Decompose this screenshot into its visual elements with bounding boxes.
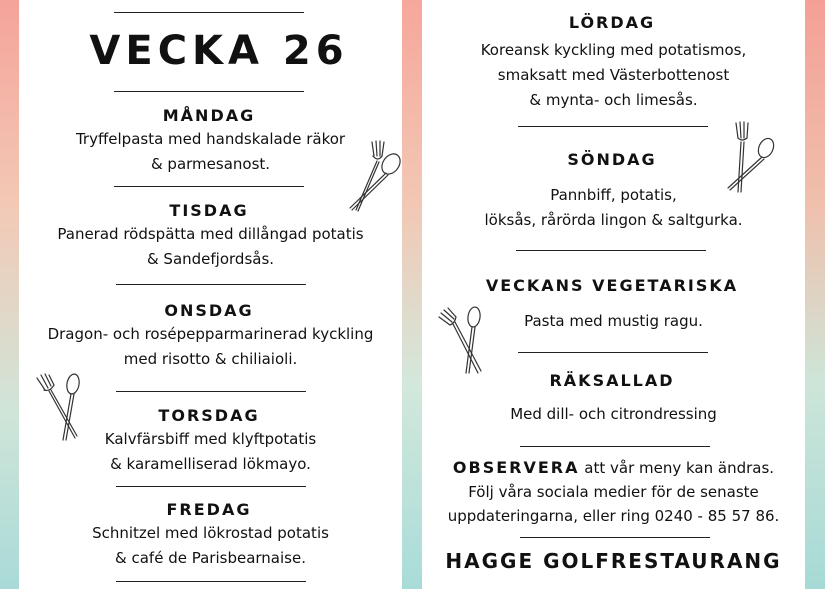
divider bbox=[114, 12, 304, 13]
dish-raksallad: Med dill- och citrondressing bbox=[510, 405, 717, 423]
day-heading-monday: MÅNDAG bbox=[162, 106, 256, 125]
fork-spoon-icon bbox=[436, 303, 488, 377]
menu-panel-left bbox=[19, 0, 402, 589]
gradient-border-middle bbox=[402, 0, 422, 589]
notice-rest: att vår meny kan ändras. bbox=[579, 459, 775, 477]
restaurant-brand: HAGGE GOLFRESTAURANG bbox=[445, 549, 782, 573]
dish-saturday-line2: smaksatt med Västerbottenost bbox=[497, 66, 730, 84]
dish-thursday-line2: & karamelliserad lökmayo. bbox=[110, 455, 311, 473]
divider bbox=[116, 486, 306, 487]
divider bbox=[518, 126, 708, 127]
dish-wednesday-line2: med risotto & chiliaioli. bbox=[123, 350, 298, 368]
divider bbox=[116, 581, 306, 582]
dish-monday-line2: & parmesanost. bbox=[150, 155, 271, 173]
divider bbox=[116, 391, 306, 392]
dish-saturday-line1: Koreansk kyckling med potatismos, bbox=[480, 41, 747, 59]
dish-tuesday-line1: Panerad rödspätta med dillångad potatis bbox=[57, 225, 364, 243]
divider bbox=[520, 537, 710, 538]
dish-vegetarian: Pasta med mustig ragu. bbox=[524, 312, 703, 330]
fork-spoon-icon bbox=[33, 370, 89, 444]
notice-line2: Följ våra sociala medier för de senaste bbox=[468, 483, 759, 501]
dish-sunday-line2: löksås, rårörda lingon & saltgurka. bbox=[484, 211, 743, 229]
day-heading-friday: FREDAG bbox=[166, 500, 252, 519]
divider bbox=[116, 284, 306, 285]
menu-panel-right bbox=[422, 0, 805, 589]
day-heading-saturday: LÖRDAG bbox=[568, 13, 656, 32]
divider bbox=[114, 186, 304, 187]
notice-strong: OBSERVERA bbox=[452, 458, 580, 477]
week-title: VECKA 26 bbox=[89, 28, 349, 74]
section-heading-vegetarian: VECKANS VEGETARISKA bbox=[485, 276, 739, 295]
divider bbox=[516, 250, 706, 251]
day-heading-thursday: TORSDAG bbox=[158, 406, 260, 425]
notice-line3: uppdateringarna, eller ring 0240 - 85 57 86. bbox=[447, 507, 780, 525]
gradient-border-right bbox=[805, 0, 825, 589]
dish-thursday-line1: Kalvfärsbiff med klyftpotatis bbox=[104, 430, 317, 448]
gradient-border-left bbox=[0, 0, 19, 589]
dish-monday-line1: Tryffelpasta med handskalade räkor bbox=[75, 130, 346, 148]
notice-line1 bbox=[422, 455, 805, 481]
dish-friday-line2: & café de Parisbearnaise. bbox=[115, 549, 306, 567]
fork-spoon-icon bbox=[344, 138, 404, 216]
dish-tuesday-line2: & Sandefjordsås. bbox=[146, 250, 275, 268]
day-heading-tuesday: TISDAG bbox=[169, 201, 249, 220]
fork-spoon-icon bbox=[720, 120, 784, 196]
dish-sunday-line1: Pannbiff, potatis, bbox=[550, 186, 677, 204]
section-heading-raksallad: RÄKSALLAD bbox=[549, 371, 675, 390]
day-heading-sunday: SÖNDAG bbox=[567, 150, 657, 169]
dish-saturday-line3: & mynta- och limesås. bbox=[529, 91, 698, 109]
divider bbox=[520, 446, 710, 447]
divider bbox=[518, 352, 708, 353]
dish-wednesday-line1: Dragon- och rosépepparmarinerad kyckling bbox=[47, 325, 374, 343]
dish-friday-line1: Schnitzel med lökrostad potatis bbox=[92, 524, 329, 542]
divider bbox=[114, 91, 304, 92]
day-heading-wednesday: ONSDAG bbox=[164, 301, 254, 320]
